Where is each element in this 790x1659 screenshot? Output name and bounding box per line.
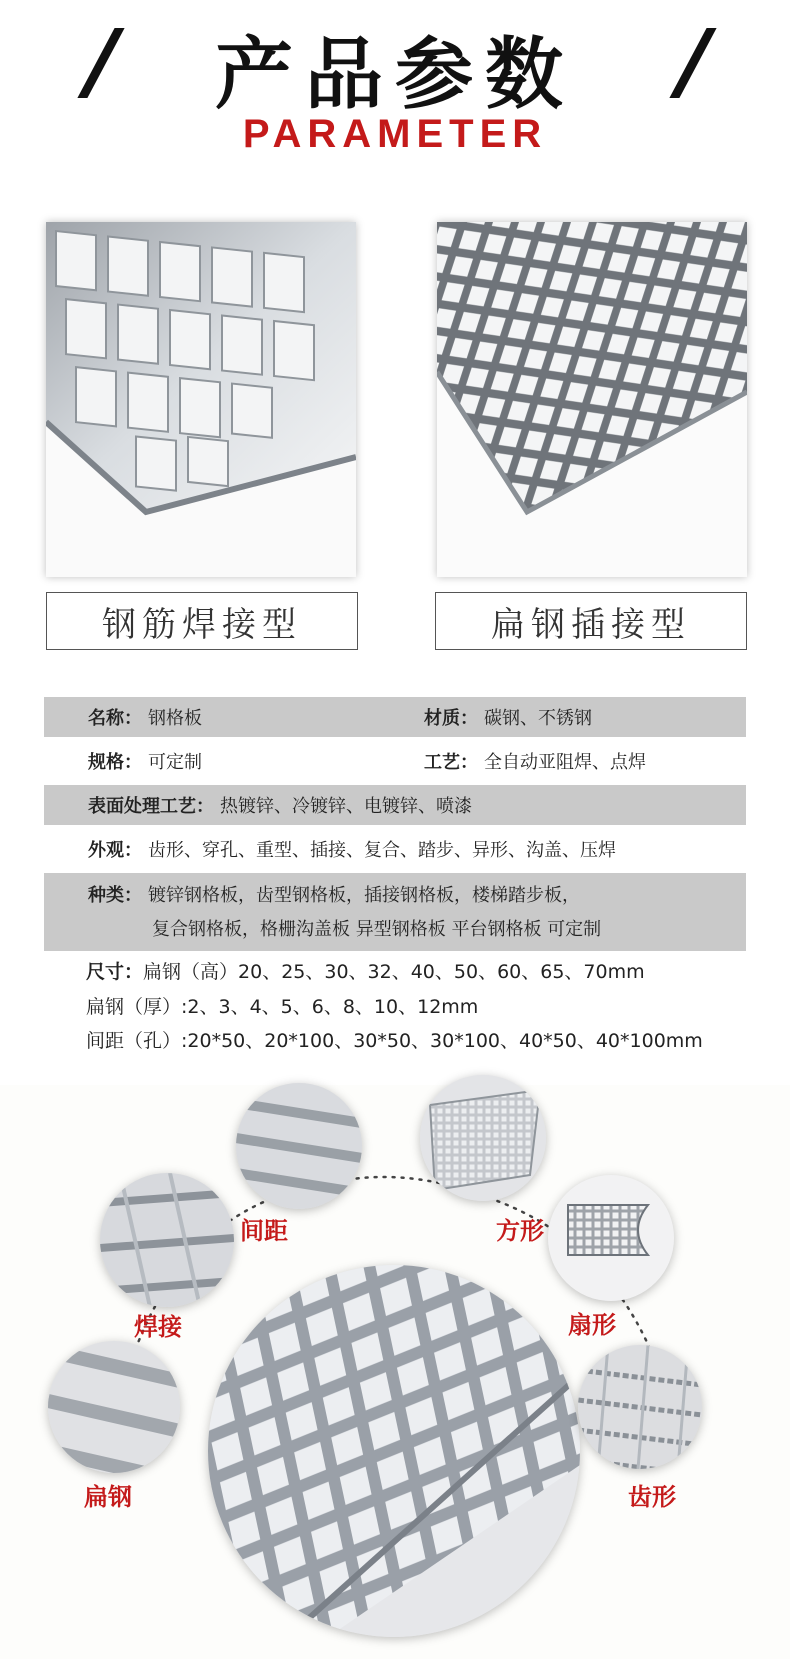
spec-row-surface (44, 785, 746, 825)
spec-value-material: 碳钢、不锈钢 (484, 708, 592, 729)
feature-showcase (0, 1085, 790, 1659)
spec-label-process: 工艺： (424, 752, 478, 773)
feature-circle-square (420, 1075, 546, 1201)
spec-label-kind: 种类： (88, 885, 142, 906)
feature-label-fan: 扇形 (568, 1311, 616, 1339)
spec-value-kind-line2: 复合钢格板，格栅沟盖板 异型钢格板 平台钢格板 可定制 (152, 919, 602, 940)
feature-label-serrated: 齿形 (628, 1483, 676, 1511)
spec-row-spec-process (44, 740, 746, 782)
spec-label-surface: 表面处理工艺： (88, 796, 214, 817)
feature-circle-main (208, 1265, 580, 1637)
size-value-height: 扁钢（高）20、25、30、32、40、50、60、65、70mm (143, 961, 645, 983)
spec-label-name: 名称： (88, 708, 142, 729)
spec-label-material: 材质： (424, 708, 478, 729)
type-label-flat-steel-plug: 扁钢插接型 (435, 592, 747, 650)
spec-value-process: 全自动亚阻焊、点焊 (484, 752, 646, 773)
feature-label-spacing: 间距 (240, 1217, 288, 1245)
spec-label-look: 外观： (88, 840, 142, 861)
spec-value-look: 齿形、穿孔、重型、插接、复合、踏步、异形、沟盖、压焊 (148, 840, 616, 861)
page-subtitle: PARAMETER (242, 112, 548, 156)
feature-label-flat-steel: 扁钢 (84, 1483, 132, 1511)
feature-circle-spacing (236, 1083, 362, 1209)
feature-circle-flat-steel (48, 1341, 180, 1473)
size-line-height (86, 957, 645, 984)
feature-circle-fan (548, 1175, 674, 1301)
spec-value-surface: 热镀锌、冷镀锌、电镀锌、喷漆 (220, 796, 472, 817)
size-line-spacing: 间距（孔）:20*50、20*100、30*50、30*100、40*50、40*100mm (86, 1030, 703, 1052)
product-photo-flat-steel-plug (437, 222, 747, 577)
size-line-thickness: 扁钢（厚）:2、3、4、5、6、8、10、12mm (86, 996, 479, 1018)
spec-value-spec: 可定制 (148, 752, 202, 773)
spec-row-look (44, 828, 746, 870)
spec-value-name: 钢格板 (148, 708, 202, 729)
spec-label-spec: 规格： (88, 752, 142, 773)
feature-circle-serrated (578, 1345, 702, 1469)
product-photo-rebar-welded (46, 222, 356, 577)
feature-circle-welding (100, 1173, 234, 1307)
spec-row-kind (44, 873, 746, 951)
feature-label-welding: 焊接 (134, 1313, 182, 1341)
page-title: 产品参数 (214, 30, 575, 120)
spec-row-name-material (44, 697, 746, 737)
header (0, 0, 790, 170)
type-label-rebar-welded: 钢筋焊接型 (46, 592, 358, 650)
spec-value-kind-line1: 镀锌钢格板，齿型钢格板，插接钢格板，楼梯踏步板， (148, 885, 580, 906)
feature-label-square: 方形 (496, 1217, 544, 1245)
size-label: 尺寸： (86, 961, 144, 983)
